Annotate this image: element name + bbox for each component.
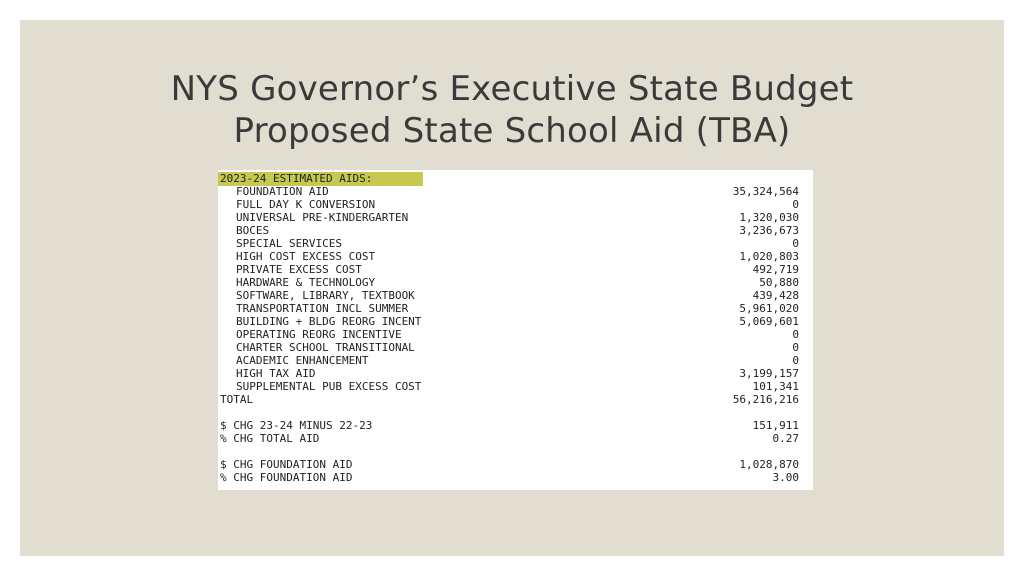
aid-row bbox=[218, 276, 813, 289]
aid-row bbox=[218, 198, 813, 211]
total-row bbox=[218, 393, 813, 406]
aid-row-label: HARDWARE & TECHNOLOGY bbox=[236, 276, 376, 289]
foundation-change-row-label: $ CHG FOUNDATION AID bbox=[220, 458, 353, 471]
foundation-change-row-value: 3.00 bbox=[772, 471, 799, 484]
aid-row bbox=[218, 211, 813, 224]
aid-row-label: PRIVATE EXCESS COST bbox=[236, 263, 362, 276]
change-row-label: % CHG TOTAL AID bbox=[220, 432, 320, 445]
aid-row-label: ACADEMIC ENHANCEMENT bbox=[236, 354, 369, 367]
change-row bbox=[218, 419, 813, 432]
aid-row-label: BUILDING + BLDG REORG INCENT bbox=[236, 315, 422, 328]
aid-report-image bbox=[218, 170, 813, 490]
change-row bbox=[218, 432, 813, 445]
aid-row-value: 0 bbox=[792, 328, 799, 341]
aid-row bbox=[218, 380, 813, 393]
title-line-2: Proposed State School Aid (TBA) bbox=[233, 111, 791, 151]
slide bbox=[20, 20, 1004, 556]
aid-row bbox=[218, 185, 813, 198]
aid-row-label: SPECIAL SERVICES bbox=[236, 237, 342, 250]
aid-row-value: 0 bbox=[792, 341, 799, 354]
aid-row-label: HIGH COST EXCESS COST bbox=[236, 250, 376, 263]
aid-row bbox=[218, 302, 813, 315]
aid-row-label: SUPPLEMENTAL PUB EXCESS COST bbox=[236, 380, 422, 393]
aid-row-label: BOCES bbox=[236, 224, 270, 237]
aid-row bbox=[218, 315, 813, 328]
aid-row bbox=[218, 289, 813, 302]
aid-row-value: 0 bbox=[792, 354, 799, 367]
aid-row-value: 1,020,803 bbox=[739, 250, 799, 263]
change-row-value: 151,911 bbox=[752, 419, 799, 432]
aid-row bbox=[218, 354, 813, 367]
total-row-label: TOTAL bbox=[220, 393, 254, 406]
aid-row-value: 5,069,601 bbox=[739, 315, 799, 328]
aid-row-value: 50,880 bbox=[759, 276, 799, 289]
foundation-change-row-value: 1,028,870 bbox=[739, 458, 799, 471]
foundation-change-row bbox=[218, 471, 813, 484]
aid-row-value: 1,320,030 bbox=[739, 211, 799, 224]
aid-row-value: 3,199,157 bbox=[739, 367, 799, 380]
aid-row bbox=[218, 237, 813, 250]
aid-row-value: 492,719 bbox=[752, 263, 799, 276]
aid-row bbox=[218, 328, 813, 341]
aid-row-label: HIGH TAX AID bbox=[236, 367, 316, 380]
aid-row bbox=[218, 224, 813, 237]
aid-row-value: 439,428 bbox=[752, 289, 799, 302]
aid-row-label: CHARTER SCHOOL TRANSITIONAL bbox=[236, 341, 415, 354]
slide-title bbox=[20, 68, 1004, 152]
foundation-change-row-label: % CHG FOUNDATION AID bbox=[220, 471, 353, 484]
aid-row-value: 0 bbox=[792, 198, 799, 211]
aid-row-value: 5,961,020 bbox=[739, 302, 799, 315]
total-row-value: 56,216,216 bbox=[732, 393, 799, 406]
report-header: 2023-24 ESTIMATED AIDS: bbox=[220, 172, 373, 185]
aid-row-label: OPERATING REORG INCENTIVE bbox=[236, 328, 402, 341]
aid-row-value: 0 bbox=[792, 237, 799, 250]
aid-row-value: 35,324,564 bbox=[732, 185, 799, 198]
aid-row-label: FULL DAY K CONVERSION bbox=[236, 198, 376, 211]
foundation-change-row bbox=[218, 458, 813, 471]
aid-row-value: 3,236,673 bbox=[739, 224, 799, 237]
aid-row-value: 101,341 bbox=[752, 380, 799, 393]
change-row-value: 0.27 bbox=[772, 432, 799, 445]
aid-row-label: UNIVERSAL PRE-KINDERGARTEN bbox=[236, 211, 409, 224]
aid-row bbox=[218, 250, 813, 263]
aid-row bbox=[218, 367, 813, 380]
aid-row-label: SOFTWARE, LIBRARY, TEXTBOOK bbox=[236, 289, 415, 302]
title-line-1: NYS Governor’s Executive State Budget bbox=[170, 69, 854, 109]
aid-row-label: FOUNDATION AID bbox=[236, 185, 329, 198]
change-row-label: $ CHG 23-24 MINUS 22-23 bbox=[220, 419, 373, 432]
aid-row bbox=[218, 341, 813, 354]
aid-row bbox=[218, 263, 813, 276]
aid-row-label: TRANSPORTATION INCL SUMMER bbox=[236, 302, 409, 315]
